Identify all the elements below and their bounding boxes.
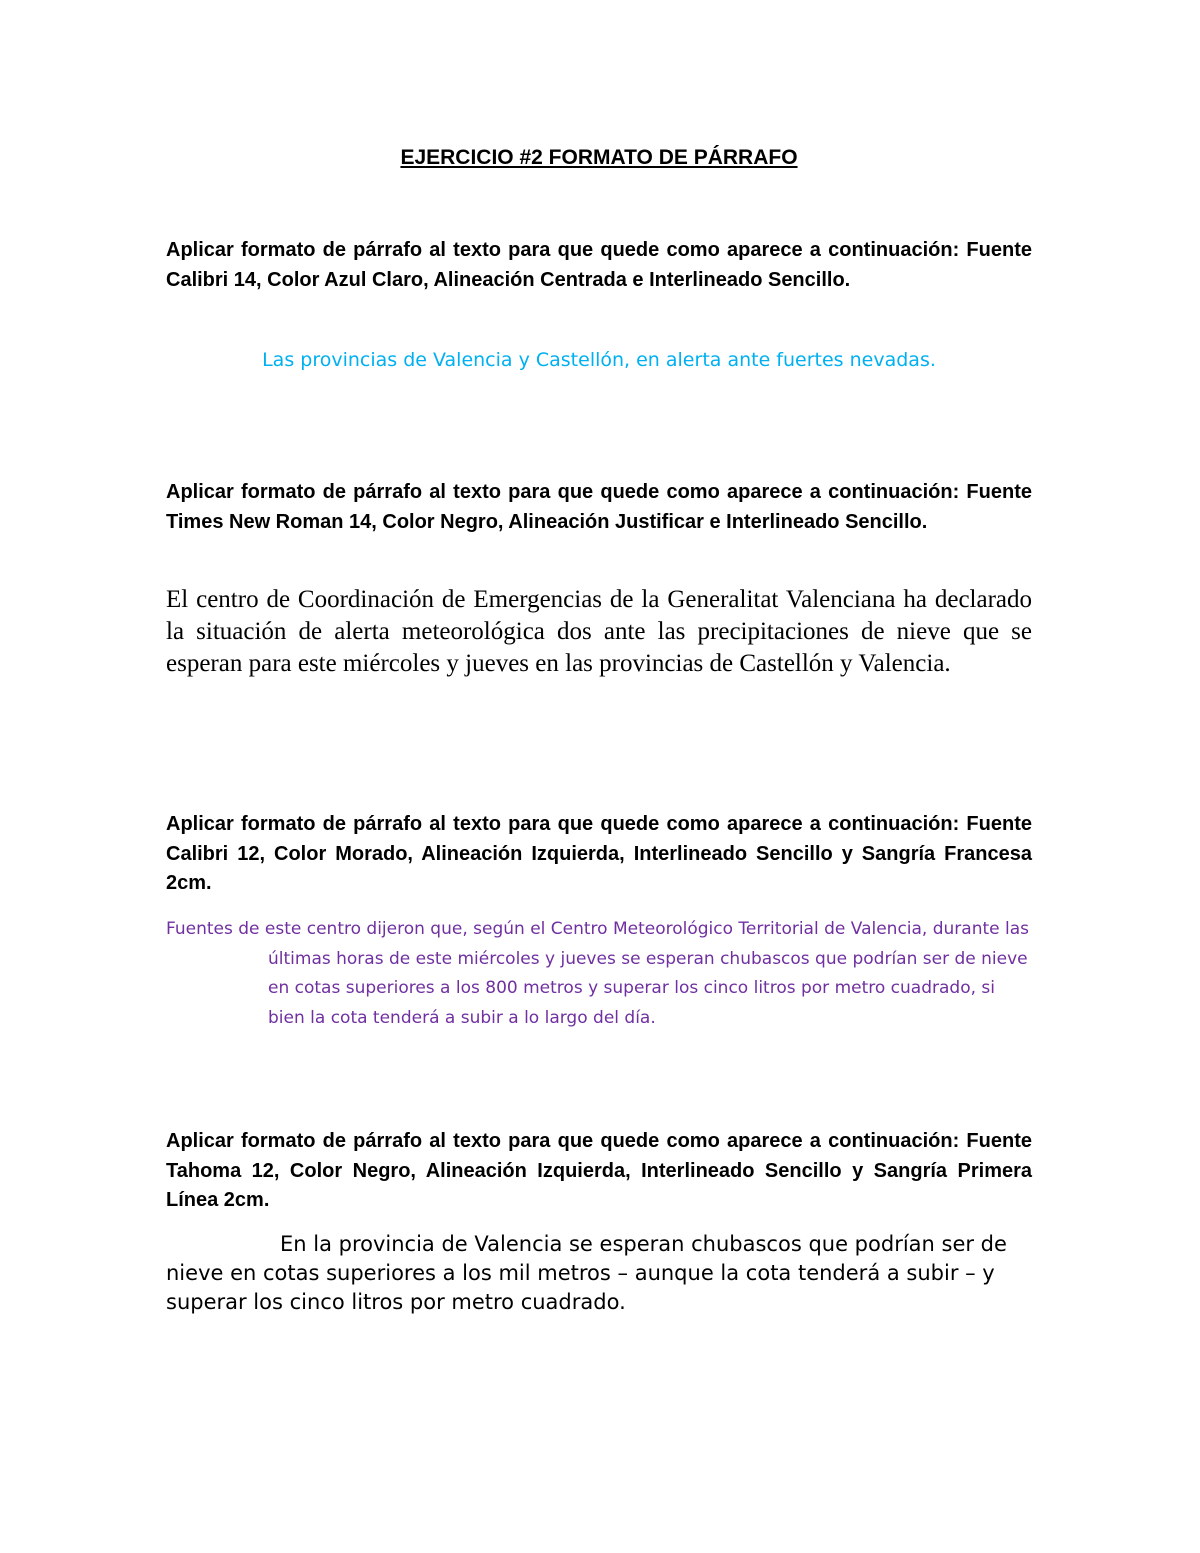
exercise-4-sample-text: En la provincia de Valencia se esperan chubascos que podrían ser de nieve en cotas superiores a los mil metros – aunque la cota tenderá a subir – y superar los cinco litros por metro cuadrado. [166,1232,1007,1314]
document-title: EJERCICIO #2 FORMATO DE PÁRRAFO [400,146,798,169]
exercise-1-instruction: Aplicar formato de párrafo al texto para que quede como aparece a continuación: Fuente Calibri 14, Color Azul Claro, Alineación Centrada e Interlineado Sencillo. [166,239,1032,291]
exercise-3-instruction: Aplicar formato de párrafo al texto para que quede como aparece a continuación: Fuente Calibri 12, Color Morado, Alineación Izquierda, Interlineado Sencillo y Sangría Francesa 2cm. [166,813,1032,894]
exercise-1-sample-text: Las provincias de Valencia y Castellón, en alerta ante fuertes nevadas. [262,349,936,371]
exercise-3-sample-text: Fuentes de este centro dijeron que, según el Centro Meteorológico Territorial de Valencia, durante las últimas horas de este miércoles y jueves se esperan chubascos que podrían ser de nieve en cotas superiores a los 800 metros y superar los cinco litros por metro cuadrado, si bien la cota tenderá a subir a lo largo del día. [166,919,1030,1028]
exercise-2-sample-text: El centro de Coordinación de Emergencias de la Generalitat Valenciana ha declarado la situación de alerta meteorológica dos ante las precipitaciones de nieve que se esperan para este miércoles y jueves en las provincias de Castellón y Valencia. [166,586,1032,677]
exercise-2-instruction: Aplicar formato de párrafo al texto para que quede como aparece a continuación: Fuente Times New Roman 14, Color Negro, Alineación Justificar e Interlineado Sencillo. [166,481,1032,533]
exercise-4-instruction: Aplicar formato de párrafo al texto para que quede como aparece a continuación: Fuente Tahoma 12, Color Negro, Alineación Izquierda, Interlineado Sencillo y Sangría Primera Línea 2cm. [166,1130,1032,1211]
